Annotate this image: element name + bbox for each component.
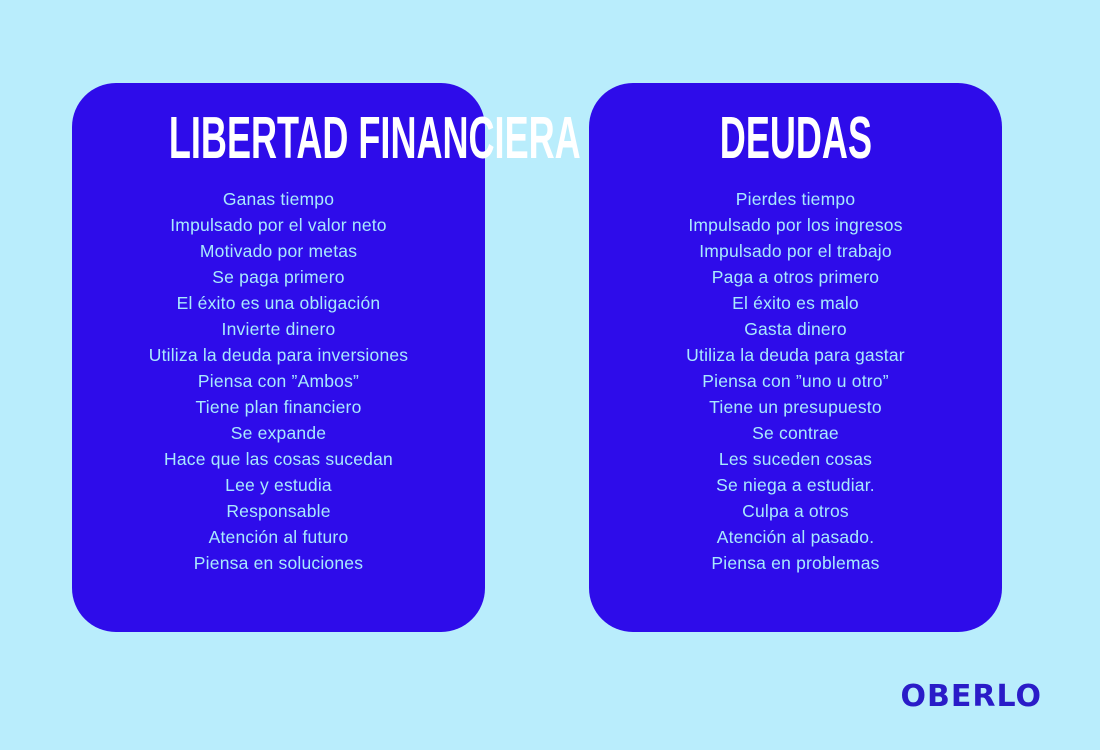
card-title-deudas: [589, 105, 1002, 172]
list-item: Atención al pasado.: [716, 527, 875, 547]
list-item: Piensa con ”uno u otro”: [702, 371, 889, 391]
list-item: El éxito es una obligación: [176, 293, 381, 313]
list-item: Piensa en problemas: [711, 553, 880, 573]
list-item: Se niega a estudiar.: [716, 475, 875, 495]
card-libertad-financiera: [72, 83, 581, 632]
list-item: Tiene un presupuesto: [709, 397, 882, 417]
list-item: Gasta dinero: [744, 319, 847, 339]
list-item: Tiene plan financiero: [195, 397, 362, 417]
list-item: Motivado por metas: [199, 241, 358, 261]
list-item: Hace que las cosas sucedan: [164, 449, 393, 469]
list-item: Impulsado por los ingresos: [688, 215, 903, 235]
list-item: Invierte dinero: [221, 319, 336, 339]
card-title-text: DEUDAS: [719, 105, 872, 172]
card-title-libertad-financiera: [72, 105, 581, 172]
list-item: Se expande: [230, 423, 327, 443]
list-item: Responsable: [226, 501, 331, 521]
list-item: Impulsado por el valor neto: [170, 215, 387, 235]
list-item: Se contrae: [752, 423, 839, 443]
list-item: Paga a otros primero: [711, 267, 880, 287]
card-list-deudas: [589, 186, 1002, 576]
card-list-libertad-financiera: [72, 186, 485, 576]
list-item: Culpa a otros: [742, 501, 849, 521]
card-title-text: LIBERTAD FINANCIERA: [168, 105, 581, 172]
list-item: Pierdes tiempo: [735, 189, 856, 209]
list-item: Piensa con ”Ambos”: [197, 371, 360, 391]
list-item: El éxito es malo: [732, 293, 859, 313]
list-item: Piensa en soluciones: [193, 553, 364, 573]
list-item: Impulsado por el trabajo: [699, 241, 892, 261]
card-deudas: [589, 83, 1002, 632]
list-item: Les suceden cosas: [718, 449, 873, 469]
list-item: Ganas tiempo: [222, 189, 335, 209]
list-item: Lee y estudia: [225, 475, 332, 495]
list-item: Utiliza la deuda para gastar: [686, 345, 905, 365]
oberlo-logo: OBERLO: [900, 679, 1042, 714]
list-item: Se paga primero: [212, 267, 345, 287]
list-item: Atención al futuro: [208, 527, 349, 547]
list-item: Utiliza la deuda para inversiones: [148, 345, 409, 365]
